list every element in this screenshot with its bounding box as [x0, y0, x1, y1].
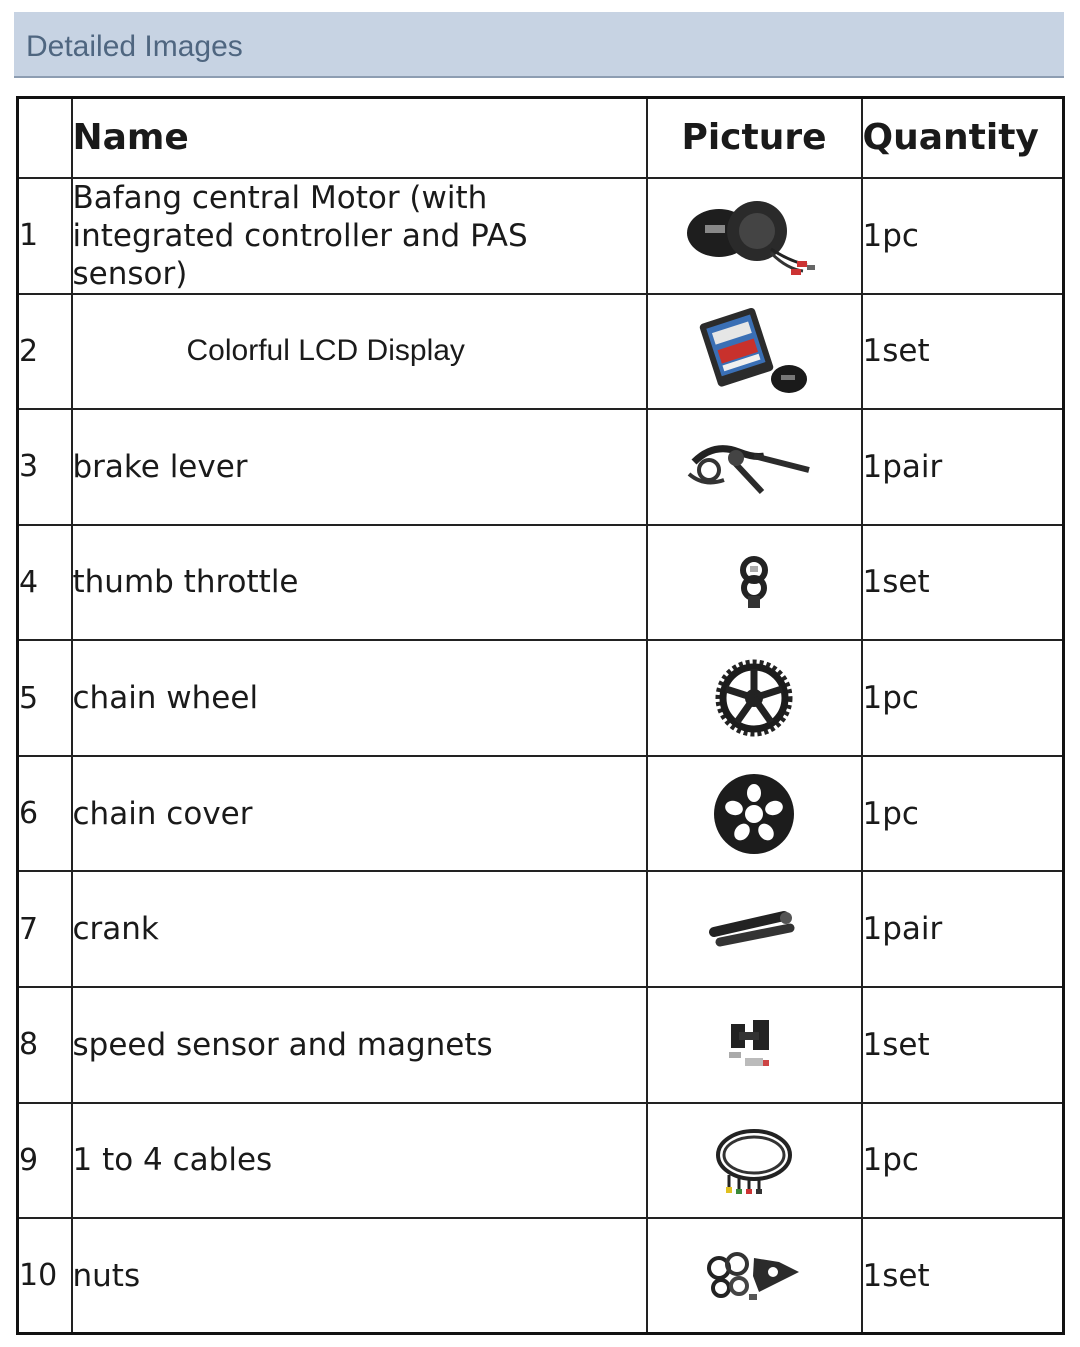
row-number: 5	[18, 640, 72, 756]
item-quantity: 1set	[862, 525, 1064, 641]
table-row	[18, 178, 1064, 294]
brake-lever-icon	[684, 432, 824, 502]
table-row	[18, 294, 1064, 410]
item-name: nuts	[72, 1218, 647, 1334]
item-quantity: 1pair	[862, 871, 1064, 987]
item-name: chain wheel	[72, 640, 647, 756]
column-header-name: Name	[72, 98, 647, 178]
item-picture	[647, 525, 862, 641]
item-name: chain cover	[72, 756, 647, 872]
table-row	[18, 525, 1064, 641]
chain-cover-icon	[711, 771, 797, 857]
crank-icon	[704, 904, 804, 954]
row-number: 3	[18, 409, 72, 525]
item-picture	[647, 756, 862, 872]
item-name: speed sensor and magnets	[72, 987, 647, 1103]
chain-wheel-icon	[712, 656, 796, 740]
item-quantity: 1pc	[862, 756, 1064, 872]
table-row	[18, 1103, 1064, 1219]
item-name: crank	[72, 871, 647, 987]
lcd-display-icon	[689, 301, 819, 401]
row-number: 2	[18, 294, 72, 410]
item-picture	[647, 409, 862, 525]
column-header-number	[18, 98, 72, 178]
item-quantity: 1set	[862, 1218, 1064, 1334]
parts-table	[16, 96, 1065, 1335]
item-picture	[647, 640, 862, 756]
item-quantity: 1pc	[862, 640, 1064, 756]
table-row	[18, 409, 1064, 525]
speed-sensor-icon	[719, 1010, 789, 1080]
table-row	[18, 871, 1064, 987]
item-quantity: 1pc	[862, 178, 1064, 294]
nuts-icon	[699, 1244, 809, 1308]
row-number: 10	[18, 1218, 72, 1334]
table-header-row	[18, 98, 1064, 178]
item-picture	[647, 1103, 862, 1219]
column-header-quantity: Quantity	[862, 98, 1064, 178]
item-picture	[647, 294, 862, 410]
item-picture	[647, 1218, 862, 1334]
item-picture	[647, 987, 862, 1103]
item-picture	[647, 178, 862, 294]
column-header-picture: Picture	[647, 98, 862, 178]
table-row	[18, 1218, 1064, 1334]
item-picture	[647, 871, 862, 987]
table-row	[18, 987, 1064, 1103]
item-name: brake lever	[72, 409, 647, 525]
item-name: thumb throttle	[72, 525, 647, 641]
row-number: 4	[18, 525, 72, 641]
item-name: Bafang central Motor (with integrated controller and PAS sensor)	[72, 178, 647, 294]
item-quantity: 1set	[862, 987, 1064, 1103]
table-row	[18, 756, 1064, 872]
motor-icon	[679, 191, 829, 281]
item-quantity: 1set	[862, 294, 1064, 410]
section-title: Detailed Images	[26, 30, 243, 63]
item-name: 1 to 4 cables	[72, 1103, 647, 1219]
row-number: 7	[18, 871, 72, 987]
row-number: 9	[18, 1103, 72, 1219]
item-quantity: 1pc	[862, 1103, 1064, 1219]
table-row	[18, 640, 1064, 756]
item-name: Colorful LCD Display	[72, 294, 647, 410]
row-number: 1	[18, 178, 72, 294]
cables-icon	[709, 1125, 799, 1195]
item-quantity: 1pair	[862, 409, 1064, 525]
row-number: 8	[18, 987, 72, 1103]
section-header	[14, 12, 1064, 78]
row-number: 6	[18, 756, 72, 872]
thumb-throttle-icon	[724, 552, 784, 612]
